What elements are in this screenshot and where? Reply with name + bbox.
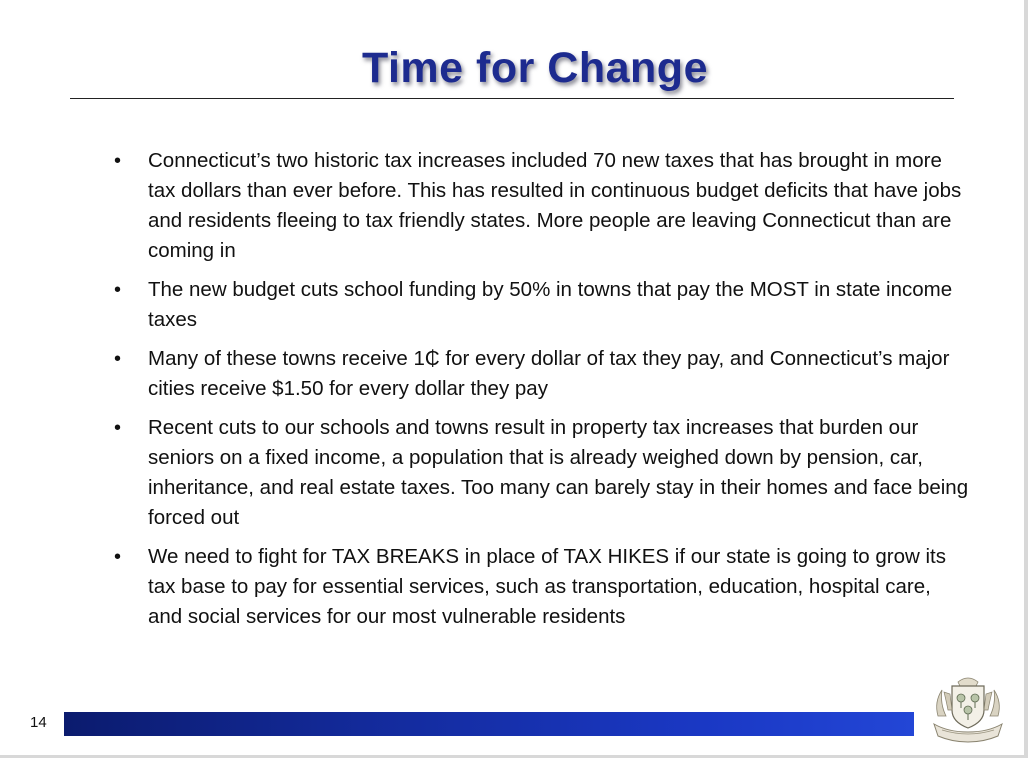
bullet-dot-icon: • xyxy=(114,546,122,568)
bullet-dot-icon: • xyxy=(114,279,122,301)
bullet-item xyxy=(110,542,970,632)
footer-bar xyxy=(64,712,914,736)
bullet-text: Connecticut’s two historic tax increases included 70 new taxes that has brought in more tax dollars than ever before. This has resulted in continuous budget deficits that have jobs and residents fleeing to tax friendly states. More people are leaving Connecticut than are coming in xyxy=(148,149,962,262)
page-number: 14 xyxy=(30,714,47,731)
bullet-dot-icon: • xyxy=(114,348,122,370)
bullet-text: We need to fight for TAX BREAKS in place of TAX HIKES if our state is going to grow its tax base to pay for essential services, such as transportation, education, hospital care, and social services for our most vulnerable residents xyxy=(148,545,946,628)
title-divider xyxy=(70,98,954,99)
bullet-text: The new budget cuts school funding by 50% in towns that pay the MOST in state income taxes xyxy=(148,278,953,331)
slide-edge-right xyxy=(1024,0,1028,758)
bullet-item xyxy=(110,413,970,533)
bullet-text: Many of these towns receive 1₵ for every dollar of tax they pay, and Connecticut’s major cities receive $1.50 for every dollar they pay xyxy=(148,347,950,400)
bullet-item xyxy=(110,275,970,335)
bullet-item xyxy=(110,344,970,404)
bullet-dot-icon: • xyxy=(114,150,122,172)
connecticut-state-seal-icon xyxy=(928,666,1008,746)
bullet-dot-icon: • xyxy=(114,417,122,439)
bullet-list xyxy=(110,146,970,641)
bullet-text: Recent cuts to our schools and towns result in property tax increases that burden our seniors on a fixed income, a population that is already weighed down by pension, car, inheritance, and real estate taxes. Too many can barely stay in their homes and face being forced out xyxy=(148,416,969,529)
seal-graphic xyxy=(928,666,1008,746)
slide-title: Time for Change xyxy=(362,44,708,92)
bullet-item xyxy=(110,146,970,266)
